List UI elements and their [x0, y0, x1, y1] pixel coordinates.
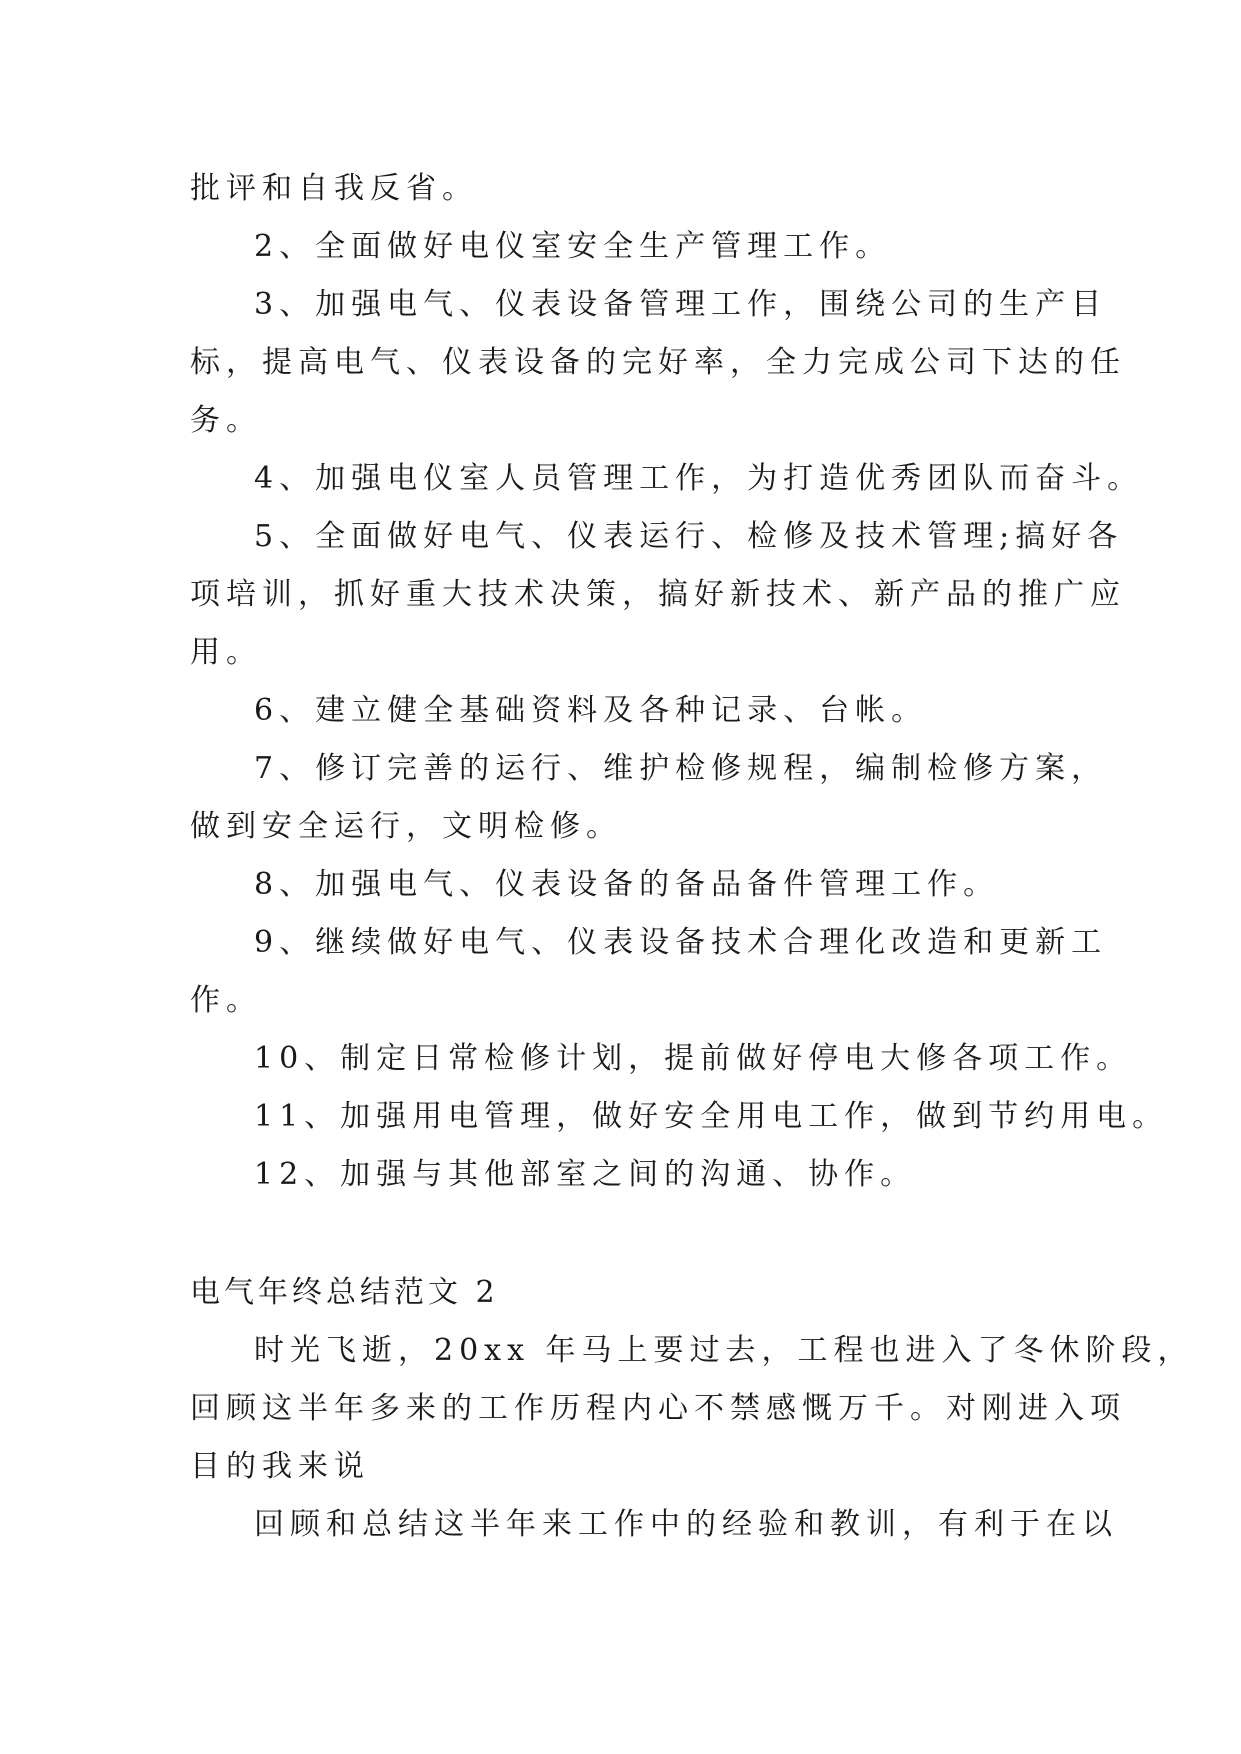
- text-line: 5、全面做好电气、仪表运行、检修及技术管理;搞好各: [254, 519, 1124, 554]
- section-1: [190, 160, 1169, 1204]
- text-line: 做到安全运行，文明检修。: [190, 809, 622, 844]
- text-line: 作。: [190, 983, 262, 1018]
- text-line: 8、加强电气、仪表设备的备品备件管理工作。: [254, 867, 1000, 902]
- text-line: 回顾这半年多来的工作历程内心不禁感慨万千。对刚进入项: [190, 1391, 1126, 1426]
- section-2: [190, 1322, 1194, 1554]
- text-line: 目的我来说: [190, 1449, 370, 1484]
- text-line: 标，提高电气、仪表设备的完好率，全力完成公司下达的任: [190, 345, 1126, 380]
- section-gap: [190, 1204, 1070, 1264]
- text-line: 12、加强与其他部室之间的沟通、协作。: [254, 1157, 917, 1192]
- text-line: 务。: [190, 403, 262, 438]
- text-line: 9、继续做好电气、仪表设备技术合理化改造和更新工: [254, 925, 1108, 960]
- text-line: 批评和自我反省。: [190, 171, 478, 206]
- text-line: 用。: [190, 635, 262, 670]
- text-line: 2、全面做好电仪室安全生产管理工作。: [254, 229, 892, 264]
- text-line: 回顾和总结这半年来工作中的经验和教训，有利于在以: [254, 1507, 1118, 1542]
- text-line: 7、修订完善的运行、维护检修规程，编制检修方案，: [254, 751, 1108, 786]
- text-line: 6、建立健全基础资料及各种记录、台帐。: [254, 693, 928, 728]
- section-heading: 电气年终总结范文 2: [190, 1275, 499, 1310]
- text-line: 4、加强电仪室人员管理工作，为打造优秀团队而奋斗。: [254, 461, 1144, 496]
- text-line: 3、加强电气、仪表设备管理工作，围绕公司的生产目: [254, 287, 1108, 322]
- text-line: 10、制定日常检修计划，提前做好停电大修各项工作。: [254, 1041, 1133, 1076]
- text-line: 11、加强用电管理，做好安全用电工作，做到节约用电。: [254, 1099, 1169, 1134]
- text-line: 时光飞逝，20xx 年马上要过去，工程也进入了冬休阶段，: [254, 1333, 1194, 1368]
- text-line: 项培训，抓好重大技术决策，搞好新技术、新产品的推广应: [190, 577, 1126, 612]
- document-body: [190, 160, 1194, 1554]
